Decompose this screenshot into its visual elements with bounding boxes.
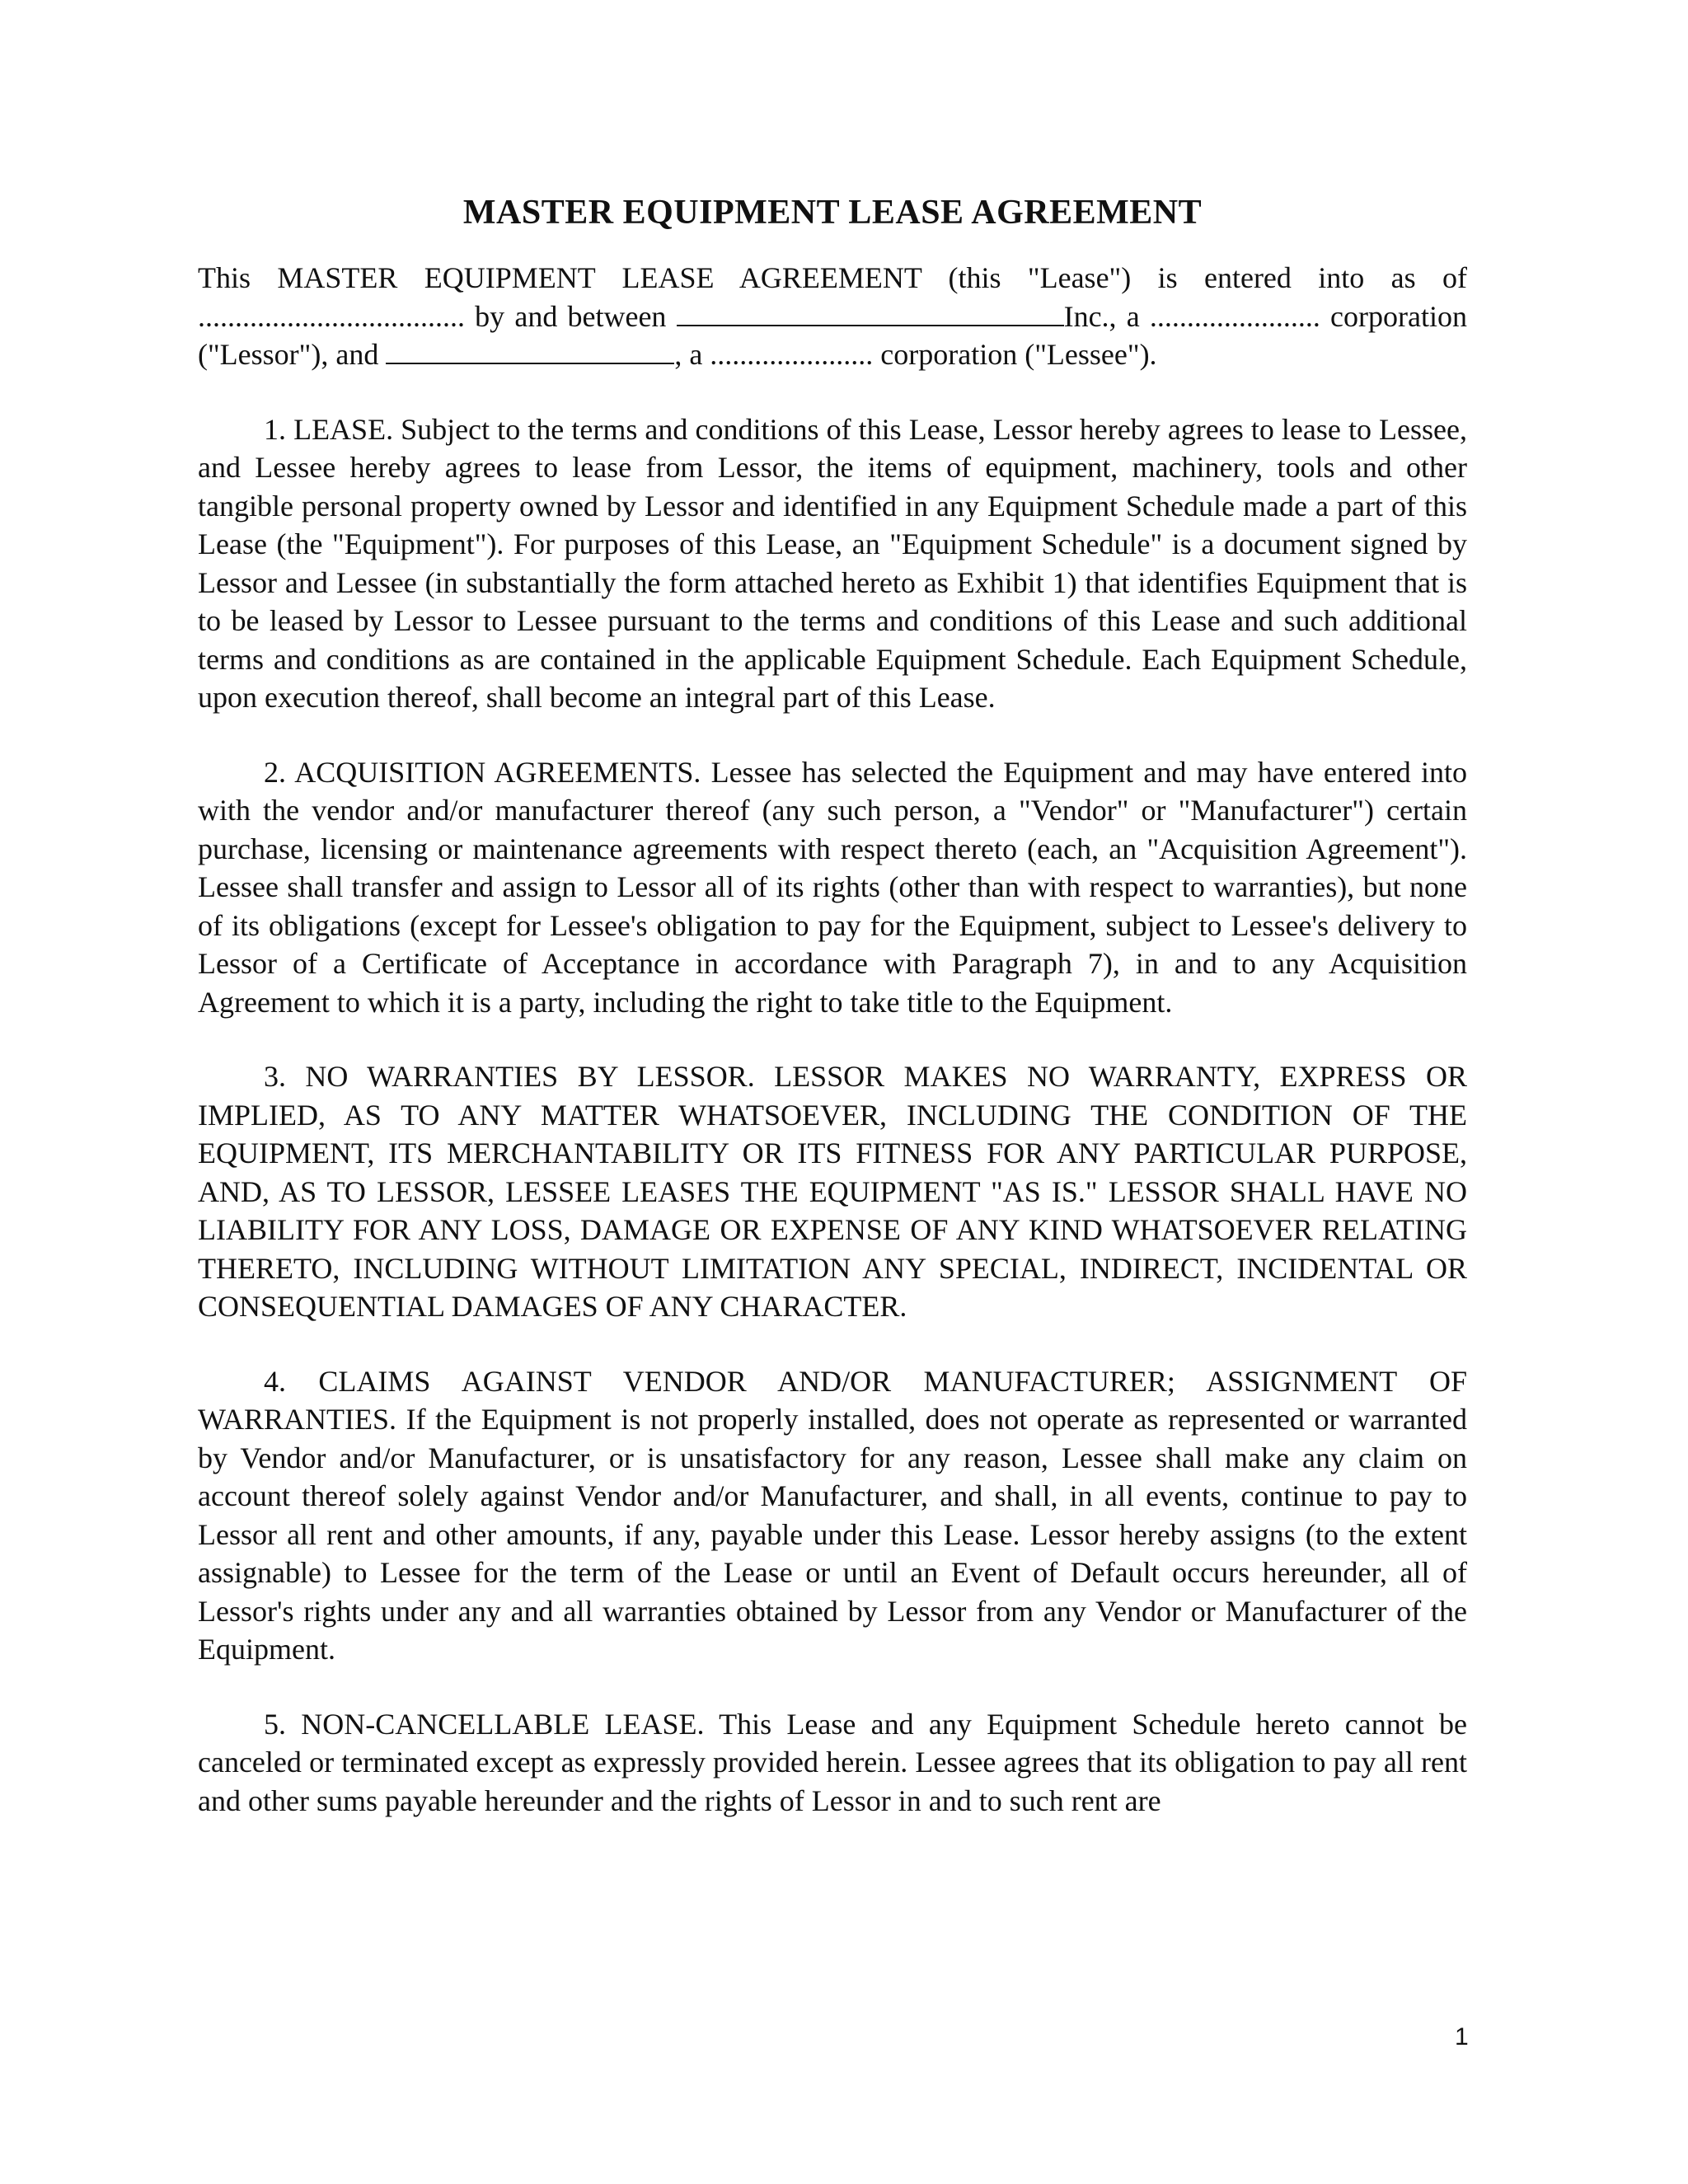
lessor-name-blank: [677, 298, 1064, 326]
lessee-name-blank: [386, 336, 674, 364]
document-title: MASTER EQUIPMENT LEASE AGREEMENT: [462, 194, 1203, 232]
section-claims-against-vendor: 4. CLAIMS AGAINST VENDOR AND/OR MANUFACTURER; ASSIGNMENT OF WARRANTIES. If the Equipment is not properly installed, does not operate as represented or warranted by Vendor and/or Manufacturer, or is unsatisfactory for any reason, Lessee shall make any claim on account thereof solely against Vendor and/or Manufacturer, and shall, in all events, continue to pay to Lessor all rent and other amounts, if any, payable under this Lease. Lessor hereby assigns (to the extent assignable) to Lessee for the term of the Lease or until an Event of Default occurs hereunder, all of Lessor's rights under any and all warranties obtained by Lessor from any Vendor or Manufacturer of the Equipment.: [198, 1364, 1467, 1666]
intro-text-part-2: Inc., a ....................... corporation ("Lessor"), and: [198, 299, 1467, 371]
intro-text-part-3: , a ...................... corporation ("Lessee").: [674, 338, 1157, 371]
document-body: [198, 190, 1467, 1856]
section-lease: 1. LEASE. Subject to the terms and conditions of this Lease, Lessor hereby agrees to lease to Lessee, and Lessee hereby agrees to lease from Lessor, the items of equipment, machinery, tools and other tangible personal property owned by Lessor and identified in any Equipment Schedule made a part of this Lease (the "Equipment"). For purposes of this Lease, an "Equipment Schedule" is a document signed by Lessor and Lessee (in substantially the form attached hereto as Exhibit 1) that identifies Equipment that is to be leased by Lessor to Lessee pursuant to the terms and conditions of this Lease and such additional terms and conditions as are contained in the applicable Equipment Schedule. Each Equipment Schedule, upon execution thereof, shall become an integral part of this Lease.: [198, 412, 1467, 714]
section-acquisition-agreements: 2. ACQUISITION AGREEMENTS. Lessee has selected the Equipment and may have entered into with the vendor and/or manufacturer thereof (any such person, a "Vendor" or "Manufacturer") certain purchase, licensing or maintenance agreements with respect thereto (each, an "Acquisition Agreement"). Lessee shall transfer and assign to Lessor all of its rights (other than with respect to warranties), but none of its obligations (except for Lessee's obligation to pay for the Equipment, subject to Lessee's delivery to Lessor of a Certificate of Acceptance in accordance with Paragraph 7), in and to any Acquisition Agreement to which it is a party, including the right to take title to the Equipment.: [198, 755, 1467, 1019]
section-no-warranties: 3. NO WARRANTIES BY LESSOR. LESSOR MAKES NO WARRANTY, EXPRESS OR IMPLIED, AS TO ANY MATTER WHATSOEVER, INCLUDING THE CONDITION OF THE EQUIPMENT, ITS MERCHANTABILITY OR ITS FITNESS FOR ANY PARTICULAR PURPOSE, AND, AS TO LESSOR, LESSEE LEASES THE EQUIPMENT "AS IS." LESSOR SHALL HAVE NO LIABILITY FOR ANY LOSS, DAMAGE OR EXPENSE OF ANY KIND WHATSOEVER RELATING THERETO, INCLUDING WITHOUT LIMITATION ANY SPECIAL, INDIRECT, INCIDENTAL OR CONSEQUENTIAL DAMAGES OF ANY CHARACTER.: [198, 1060, 1467, 1323]
intro-text-part-1: This MASTER EQUIPMENT LEASE AGREEMENT (this "Lease") is entered into as of .................................... by and between: [198, 261, 1467, 333]
intro-paragraph: [198, 259, 1467, 374]
page-number: 1: [1455, 2023, 1469, 2050]
section-non-cancellable-lease: 5. NON-CANCELLABLE LEASE. This Lease and any Equipment Schedule hereto cannot be canceled or terminated except as expressly provided herein. Lessee agrees that its obligation to pay all rent and other sums payable hereunder and the rights of Lessor in and to such rent are: [198, 1707, 1467, 1817]
